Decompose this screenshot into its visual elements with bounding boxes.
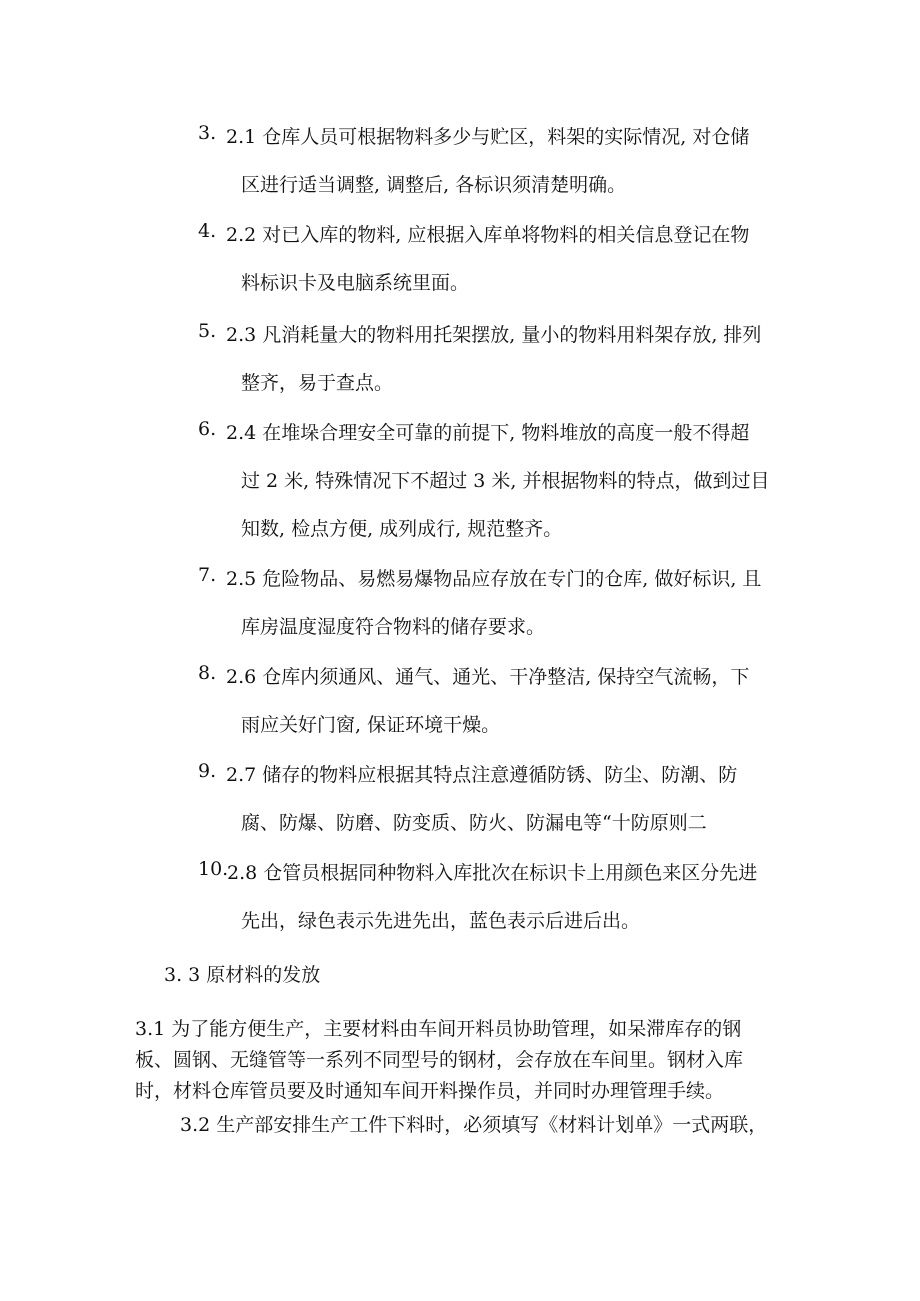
list-item-line: 知数, 检点方便, 成列成行, 规范整齐。 [241,518,563,540]
list-item-line: 雨应关好门窗, 保证环境干燥。 [241,714,501,736]
paragraph-line: 3.1 为了能方便生产，主要材料由车间开料员协助管理，如呆滞库存的钢 [135,1018,742,1040]
list-number: 5. [198,320,217,342]
list-number: 7. [198,564,217,586]
list-item-line: 料标识卡及电脑系统里面。 [241,272,470,294]
list-item-line: 2.2 对已入库的物料, 应根据入库单将物料的相关信息登记在物 [226,224,750,246]
list-number: 10. [198,858,229,880]
list-number: 6. [198,418,217,440]
list-item-line: 2.1 仓库人员可根据物料多少与贮区，料架的实际情况, 对仓储 [226,126,750,148]
paragraph-line: 时，材料仓库管员要及时通知车间开料操作员，并同时办理管理手续。 [135,1080,725,1102]
list-item-line: 区进行适当调整, 调整后, 各标识须清楚明确。 [241,174,627,196]
list-item-line: 过 2 米, 特殊情况下不超过 3 米, 并根据物料的特点，做到过目 [241,470,770,492]
list-item-line: 整齐，易于查点。 [241,372,394,394]
list-item-line: 2.8 仓管员根据同种物料入库批次在标识卡上用颜色来区分先进 [227,862,758,884]
list-number: 4. [198,220,217,242]
list-item-line: 腐、防爆、防磨、防变质、防火、防漏电等“十防原则二 [241,812,707,834]
list-item-line: 2.7 储存的物料应根据其特点注意遵循防锈、防尘、防潮、防 [226,764,738,786]
section-heading: 3. 3 原材料的发放 [164,964,321,986]
list-number: 9. [198,760,217,782]
list-item-line: 2.5 危险物品、易燃易爆物品应存放在专门的仓库, 做好标识, 且 [226,568,762,590]
list-number: 8. [198,662,217,684]
list-item-line: 2.6 仓库内须通风、通气、通光、干净整洁, 保持空气流畅，下 [226,666,750,688]
paragraph-line: 板、圆钢、无缝管等一系列不同型号的钢材，会存放在车间里。钢材入库 [135,1049,744,1071]
list-item-line: 2.3 凡消耗量大的物料用托架摆放, 量小的物料用料架存放, 排列 [226,324,762,346]
paragraph: 3.2 生产部安排生产工件下料时，必须填写《材料计划单》一式两联， [180,1114,768,1136]
paragraph [135,1014,795,1107]
list-item-line: 库房温度湿度符合物料的储存要求。 [241,616,546,638]
list-item-line: 2.4 在堆垛合理安全可靠的前提下, 物料堆放的高度一般不得超 [226,422,750,444]
list-number: 3. [198,122,217,144]
list-item-line: 先出，绿色表示先进先出，蓝色表示后进后出。 [241,910,641,932]
